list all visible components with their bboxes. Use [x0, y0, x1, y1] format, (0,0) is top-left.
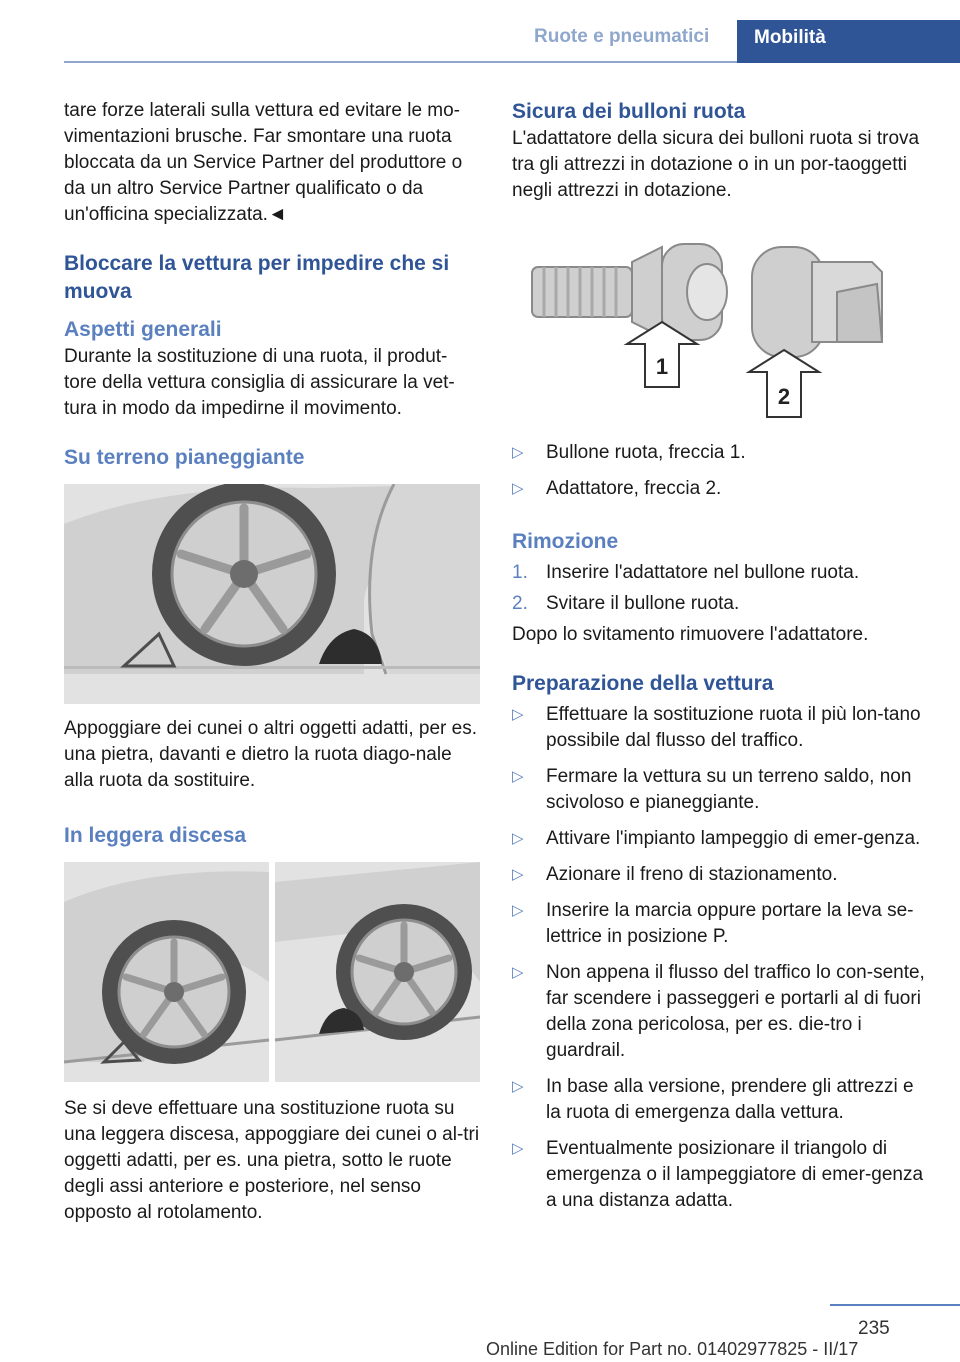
triangle-bullet-icon: ▷ [512, 768, 524, 785]
heading-removal: Rimozione [512, 530, 619, 553]
list-item: ▷ Bullone ruota, freccia 1. [512, 440, 928, 466]
slope-paragraph: Se si deve effettuare una sostituzione ruota su una leggera discesa, appoggiare dei cunei o al-tri oggetti adatti, per es. una pietra, sotto le ruote degli assi anteriore e posteriore, nel senso opposto al rotolamento. [64, 1098, 480, 1223]
list-item: 1. Inserire l'adattatore nel bullone ruota. [512, 562, 860, 583]
list-item: 2. Svitare il bullone ruota. [512, 593, 740, 614]
triangle-bullet-icon: ▷ [512, 902, 524, 919]
heading-general: Aspetti generali [64, 318, 222, 341]
chapter-tab[interactable]: Mobilità [737, 20, 960, 63]
triangle-bullet-icon: ▷ [512, 866, 524, 883]
right-column [512, 98, 928, 1214]
heading-flat-ground: Su terreno pianeggiante [64, 446, 305, 469]
intro-paragraph: tare forze laterali sulla vettura ed evitare le mo-vimentazioni brusche. Far smontare una ruota bloccata da un Service Partner del produttore o da un altro Service Partner qualificato o da un'officina specializzata.◄ [64, 100, 463, 225]
arrow-2-label: 2 [777, 384, 791, 409]
triangle-bullet-icon: ▷ [512, 444, 524, 461]
arrow-1-label: 1 [655, 354, 669, 379]
triangle-bullet-icon: ▷ [512, 964, 524, 981]
page-number: 235 [858, 1318, 890, 1339]
wheel-lock-paragraph: L'adattatore della sicura dei bulloni ruota si trova tra gli attrezzi in dotazione o in un por-taoggetti negli attrezzi in dotazione. [512, 128, 920, 201]
flat-ground-illustration [64, 484, 480, 704]
removal-after-paragraph: Dopo lo svitamento rimuovere l'adattatore. [512, 624, 869, 645]
list-item: ▷ Eventualmente posizionare il triangolo di emergenza o il lampeggiatore di emer-genza a una distanza adatta. [512, 1138, 924, 1211]
triangle-bullet-icon: ▷ [512, 1140, 524, 1157]
wheel-lock-list [512, 440, 928, 502]
general-paragraph: Durante la sostituzione di una ruota, il produt-tore della vettura consiglia di assicurare la vet-tura in modo da impedirne il movimento. [64, 346, 455, 419]
heading-wheel-lock: Sicura dei bulloni ruota [512, 100, 746, 123]
list-item: ▷ Effettuare la sostituzione ruota il più lon-tano possibile dal flusso del traffico. [512, 704, 921, 751]
removal-steps [512, 560, 928, 617]
vehicle-prep-list [512, 702, 928, 1214]
slope-illustration [64, 862, 480, 1082]
heading-secure-vehicle: Bloccare la vettura per impedire che si muova [64, 252, 450, 303]
heading-vehicle-prep: Preparazione della vettura [512, 672, 774, 695]
triangle-bullet-icon: ▷ [512, 1078, 524, 1095]
list-item: ▷ Azionare il freno di stazionamento. [512, 862, 928, 888]
section-tab[interactable]: Ruote e pneumatici [534, 26, 710, 47]
triangle-bullet-icon: ▷ [512, 706, 524, 723]
list-item: ▷ Inserire la marcia oppure portare la leva se-lettrice in posizione P. [512, 900, 914, 947]
list-item: ▷ Adattatore, freccia 2. [512, 476, 928, 502]
list-item: ▷ In base alla versione, prendere gli attrezzi e la ruota di emergenza dalla vettura. [512, 1076, 914, 1123]
list-item: ▷ Fermare la vettura su un terreno saldo, non scivoloso e pianeggiante. [512, 766, 912, 813]
left-column [64, 98, 480, 1226]
flat-ground-paragraph: Appoggiare dei cunei o altri oggetti adatti, per es. una pietra, davanti e dietro la ruota diago-nale alla ruota da sostituire. [64, 718, 477, 791]
footer-rule [830, 1304, 960, 1306]
heading-slope: In leggera discesa [64, 824, 247, 847]
triangle-bullet-icon: ▷ [512, 830, 524, 847]
list-item: ▷ Non appena il flusso del traffico lo con-sente, far scendere i passeggeri e portarli al di fuori della zona pericolosa, per es. die-tro i guardrail. [512, 962, 925, 1061]
list-item: ▷ Attivare l'impianto lampeggio di emer-genza. [512, 826, 928, 852]
wheel-lock-illustration [512, 222, 928, 422]
triangle-bullet-icon: ▷ [512, 480, 524, 497]
edition-note: Online Edition for Part no. 01402977825 - II/17 [486, 1339, 859, 1359]
